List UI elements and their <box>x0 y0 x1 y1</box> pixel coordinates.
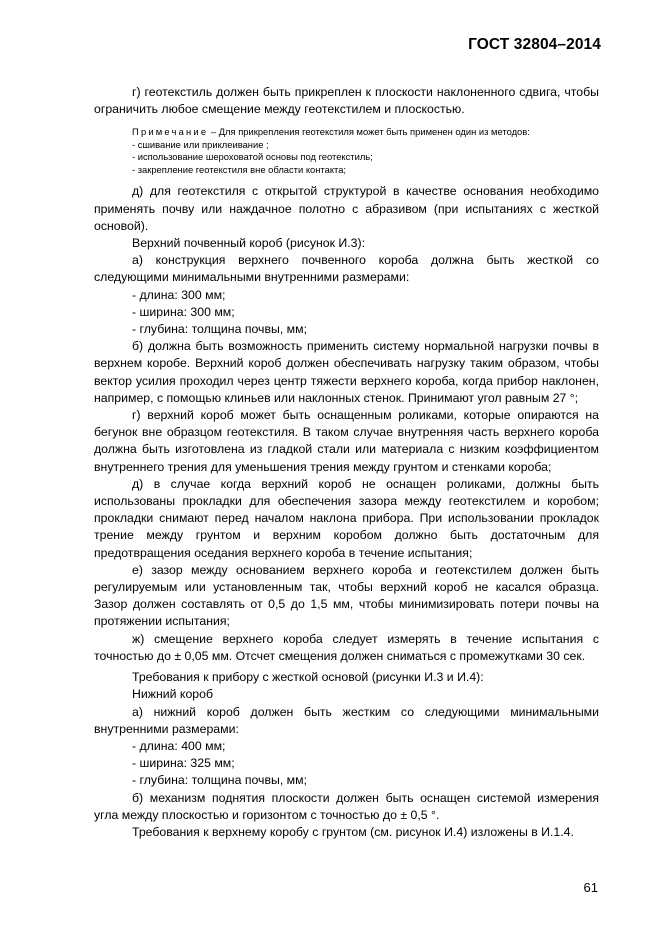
paragraph: г) геотекстиль должен быть прикреплен к плоскости наклоненного сдвига, чтобы ограничить любое смещение между геотекстилем и плоскостью. <box>94 85 599 117</box>
paragraph: б) механизм поднятия плоскости должен быть оснащен системой измерения угла между плоскостью и горизонтом с точностью до ± 0,5 °. <box>94 790 599 822</box>
section-heading: Требования к прибору с жесткой основой (рисунки И.3 и И.4): <box>132 670 484 685</box>
paragraph: д) в случае когда верхний короб не оснащен роликами, должны быть использованы прокладки для обеспечения зазора между геотекстилем и коробом; прокладки снимают перед началом наклона прибора. При использовании прокладок трение между грунтом и верхним коробом должно быть достаточным для предотвращения оседания верхнего короба в течение испытания; <box>94 476 599 560</box>
page-number: 61 <box>583 880 598 895</box>
paragraph: Требования к верхнему коробу с грунтом (см. рисунок И.4) изложены в И.1.4. <box>132 824 574 839</box>
note-block <box>94 126 599 176</box>
list-item: - глубина: толщина почвы, мм; <box>132 322 307 337</box>
subsection-heading: Нижний короб <box>132 687 213 702</box>
paragraph: а) нижний короб должен быть жестким со следующими минимальными внутренними размерами: <box>94 704 599 736</box>
note-label: Примечание <box>132 126 209 138</box>
note-item: - закрепление геотекстиля вне области контакта; <box>132 163 347 175</box>
paragraph: г) верхний короб может быть оснащенным роликами, которые опираются на бегунок вне образцом геотекстиля. В таком случае внутренняя часть верхнего короба должна быть изготовлена из гладкой стали или материала с низким коэффициентом внутреннего трения для уменьшения трения между грунтом и стенками короба; <box>94 408 599 474</box>
paragraph: б) должна быть возможность применить систему нормальной нагрузки почвы в верхнем коробе. Верхний короб должен обеспечивать нагрузку таким образом, чтобы вектор усилия проходил через центр тяжести верхнего короба, когда прибор наклонен, например, с помощью клиньев или наклонных стенок. Принимают угол равным 27 °; <box>94 339 599 405</box>
list-item: - ширина: 300 мм; <box>132 304 235 319</box>
paragraph: ж) смещение верхнего короба следует измерять в течение испытания с точностью до ± 0,05 мм. Отсчет смещения должен сниматься с промежутками 30 сек. <box>94 631 599 663</box>
list-item: - длина: 300 мм; <box>132 287 226 302</box>
list-item: - ширина: 325 мм; <box>132 756 235 771</box>
note-body: Для прикрепления геотекстиля может быть применен один из методов: <box>218 126 530 138</box>
paragraph: д) для геотекстиля с открытой структурой в качестве основания необходимо применять почву или наждачное полотно с абразивом (при испытаниях с жесткой основой). <box>94 184 599 233</box>
note-item: - использование шероховатой основы под геотекстиль; <box>132 151 373 163</box>
note-item: - сшивание или приклеивание ; <box>132 138 269 150</box>
page-body <box>94 84 599 841</box>
section-heading: Верхний почвенный короб (рисунок И.3): <box>132 236 366 251</box>
document-header: ГОСТ 32804–2014 <box>468 36 601 53</box>
note-text <box>94 126 599 139</box>
note-dash: – <box>208 126 219 138</box>
paragraph: е) зазор между основанием верхнего короба и геотекстилем должен быть регулируемым или установленным так, чтобы верхний короб не касался образца. Зазор должен составлять от 0,5 до 1,5 мм, чтобы минимизировать потери почвы на протяжении испытания; <box>94 562 599 629</box>
paragraph: а) конструкция верхнего почвенного короба должна быть жесткой со следующими минимальными внутренними размерами: <box>94 253 599 285</box>
list-item: - длина: 400 мм; <box>132 738 226 753</box>
list-item: - глубина: толщина почвы, мм; <box>132 773 307 788</box>
